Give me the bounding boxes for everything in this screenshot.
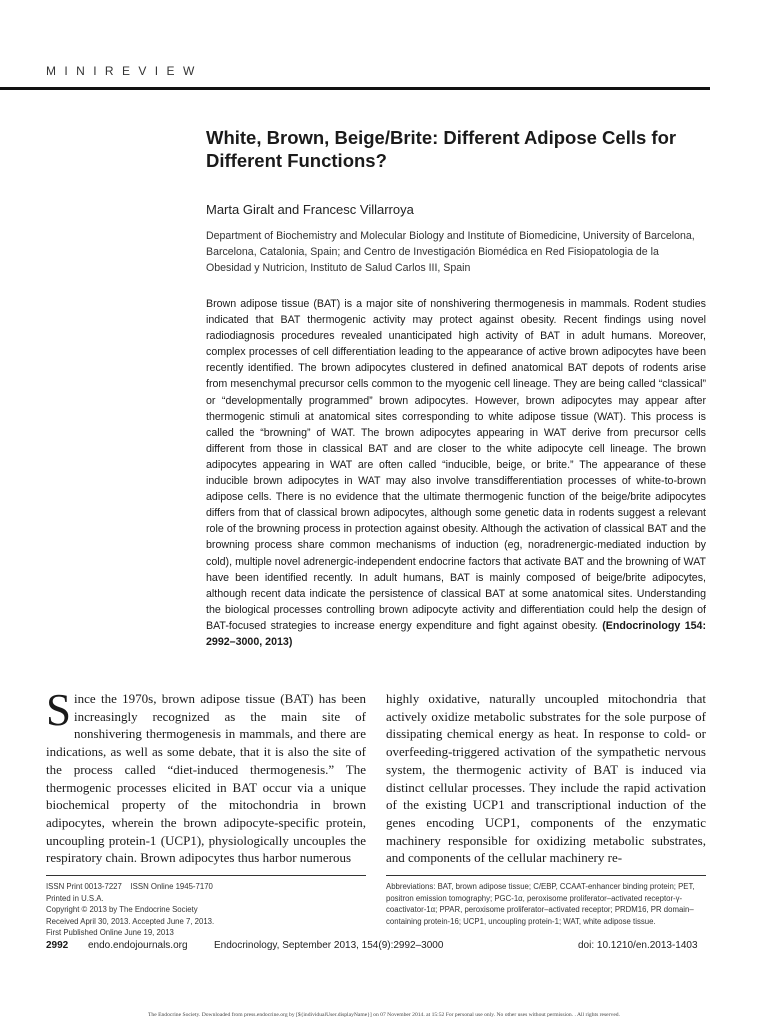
doi: doi: 10.1210/en.2013-1403 bbox=[578, 940, 698, 951]
body-text-left: ince the 1970s, brown adipose tissue (BAT) has been increasingly recognized as the main site of nonshivering thermogenesis in mammals, and there are indications, as well as some debate, that it is also the site of the process called “diet-induced thermogenesis.” The thermogenic processes elicited in BAT occur via a unique biochemical property of the mitochondria in brown adipocytes, wherein the brown adipocyte-specific protein, uncoupling protein-1 (UCP1), physiologically uncouples the respiratory chain. Brown adipocytes thus harbor numerous bbox=[46, 691, 366, 866]
journal-issue: Endocrinology, September 2013, 154(9):2992–3000 bbox=[214, 940, 444, 951]
article-title: White, Brown, Beige/Brite: Different Adipose Cells for Different Functions? bbox=[206, 127, 677, 171]
received-line: Received April 30, 2013. Accepted June 7, 2013. bbox=[46, 916, 215, 926]
affiliation: Department of Biochemistry and Molecular Biology and Institute of Biomedicine, University of Barcelona, Barcelona, Catalonia, Spain; and Centro de Investigación Biomédica en Red Fisiopatologia de la Obesidad y Nutricion, Instituto de Salud Carlos III, Spain bbox=[206, 230, 695, 274]
download-notice: The Endocrine Society. Downloaded from press.endocrine.org by [${individualUser.displayName}] on 07 November 2014. at 15:52 For personal use only. No other uses without permission. . All rights reserved. bbox=[148, 1012, 620, 1018]
footnote-rule-right bbox=[386, 875, 706, 876]
first-published-line: First Published Online June 19, 2013 bbox=[46, 928, 174, 938]
page-number: 2992 bbox=[46, 940, 69, 951]
abstract bbox=[206, 296, 706, 650]
footnote-rule-left bbox=[46, 875, 366, 876]
printed-line: Printed in U.S.A. bbox=[46, 893, 104, 903]
copyright-line: Copyright © 2013 by The Endocrine Society bbox=[46, 905, 198, 915]
body-column-left bbox=[46, 685, 366, 867]
header-rule bbox=[0, 87, 710, 90]
publication-info bbox=[46, 881, 366, 939]
body-column-right: highly oxidative, naturally uncoupled mitochondria that actively oxidize metabolic substrates for the sole purpose of dissipating chemical energy as heat. In response to cold- or overfeeding-triggered activation of the sympathetic nervous system, the thermogenic activity of BAT is induced via distinct cellular processes. They include the rapid activation of the existing UCP1 and transcriptional induction of the genes encoding UCP1, components of the enzymatic machinery responsible for oxidizing metabolic substrates, and components of the cellular machinery re- bbox=[386, 691, 706, 866]
section-label: MINIREVIEW bbox=[46, 64, 203, 78]
authors: Marta Giralt and Francesc Villarroya bbox=[206, 202, 414, 217]
drop-cap: S bbox=[46, 685, 72, 735]
issn-line: ISSN Print 0013-7227 ISSN Online 1945-7170 bbox=[46, 882, 213, 891]
abbreviations: Abbreviations: BAT, brown adipose tissue; C/EBP, CCAAT-enhancer binding protein; PET, positron emission tomography; PGC-1α, peroxisome proliferator–activated receptor-γ-coactivator-1α; PPAR, peroxisome proliferator–activated receptor; PRDM16, PR domain–containing protein-16; UCP1, uncoupling protein-1; WAT, white adipose tissue. bbox=[386, 882, 695, 926]
journal-site: endo.endojournals.org bbox=[88, 940, 188, 951]
abstract-text: Brown adipose tissue (BAT) is a major site of nonshivering thermogenesis in mammals. Rodent studies indicated that BAT thermogenic activity may protect against obesity. Recent findings using novel radiodiagnosis procedures revealed unanticipated high activity of BAT in adult humans. Moreover, complex processes of cell differentiation leading to the appearance of active brown adipocytes have been recently identified. The brown adipocytes clustered in defined anatomical BAT depots of rodents arise from mesenchymal precursor cells common to the myogenic cell lineage. They are being called “classical” or “developmentally programmed” brown adipocytes. However, brown adipocytes may appear after thermogenic stimuli at anatomical sites corresponding to white adipose tissue (WAT). This process is called the “browning” of WAT. The brown adipocytes appearing in WAT derive from precursor cells different from those in classical BAT and are closer to the white adipocyte cell lineage. The brown adipocytes appearing in WAT are often called “inducible, beige, or brite.” The appearance of these inducible brown adipocytes in WAT may also involve transdifferentiation processes of white-to-brown adipose cells. There is no evidence that the ultimate thermogenic function of the beige/brite adipocytes differs from that of classical brown adipocytes, although some genetic data in rodents suggest a relevant role of the browning process in protection against obesity. Although the activation of classical BAT and the browning process share common mechanisms of induction (eg, noradrenergic-mediated induction by cold), multiple novel adrenergic-independent endocrine factors that activate BAT and the browning of WAT have been identified recently. In adult humans, BAT is mainly composed of beige/brite adipocytes, although recent data indicate the persistence of classical BAT at some anatomical sites. Understanding the biological processes controlling brown adipocyte activity and differentiation could help the design of BAT-focused strategies to increase energy expenditure and fight against obesity. bbox=[206, 298, 706, 632]
abstract-citation: (Endocrinology 154: 2992–3000, 2013) bbox=[206, 619, 706, 648]
